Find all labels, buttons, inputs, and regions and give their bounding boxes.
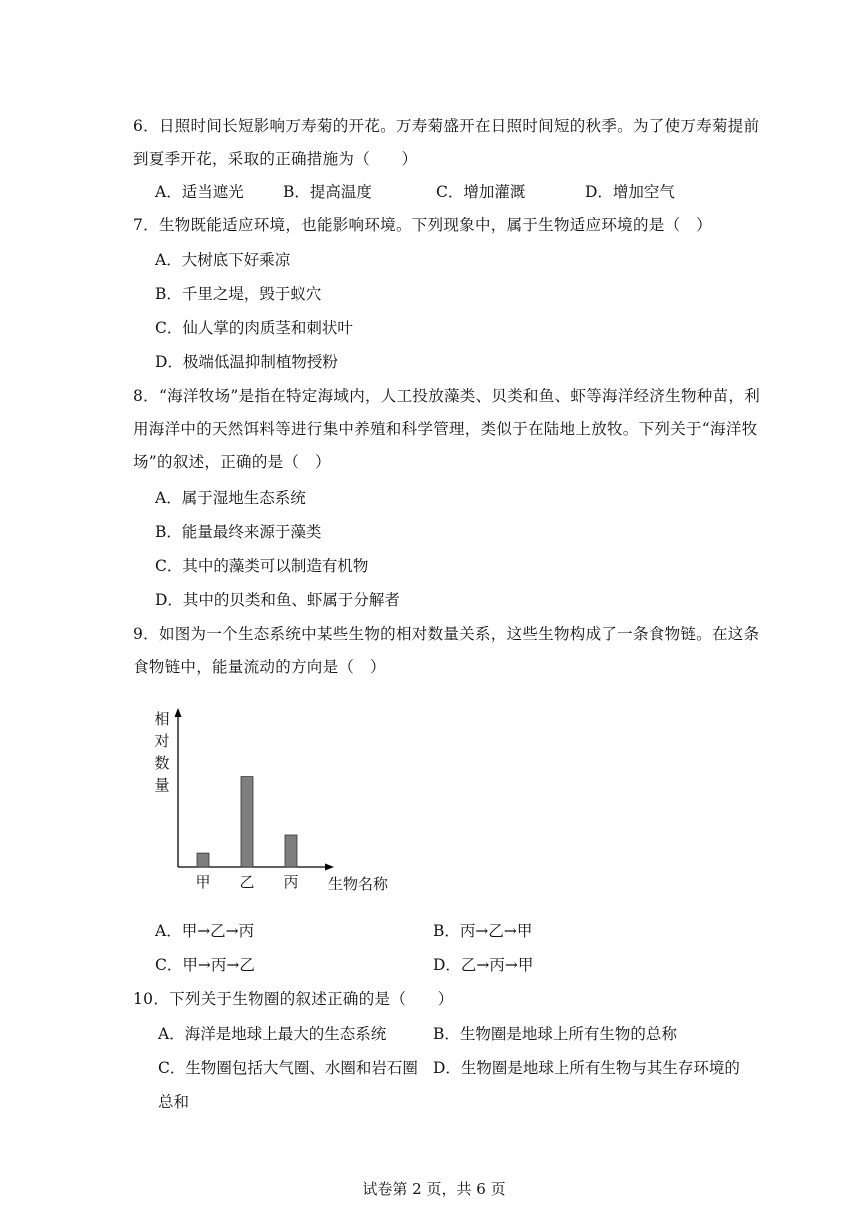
q6-option-d: D．增加空气 bbox=[585, 183, 675, 201]
x-tick-label-2: 乙 bbox=[239, 873, 255, 891]
q6-option-b: B．提高温度 bbox=[283, 183, 372, 201]
q8-stem-line2: 用海洋中的天然饵料等进行集中养殖和科学管理，类似于在陆地上放牧。下列关于“海洋牧 bbox=[133, 420, 758, 438]
q8-option-d: D．其中的贝类和鱼、虾属于分解者 bbox=[155, 591, 400, 609]
q9-stem-line2: 食物链中，能量流动的方向是（ ） bbox=[133, 658, 386, 676]
q9-option-b: B．丙→乙→甲 bbox=[433, 922, 533, 940]
q10-option-d: D．生物圈是地球上所有生物与其生存环境的 bbox=[433, 1059, 740, 1077]
y-axis-label bbox=[154, 710, 169, 794]
y-label-char-2: 对 bbox=[154, 732, 170, 750]
q7-option-b: B．千里之堤，毁于蚁穴 bbox=[155, 285, 322, 303]
relative-quantity-bar-chart bbox=[140, 700, 420, 900]
q10-stem-line1: 10．下列关于生物圈的叙述正确的是（ ） bbox=[133, 990, 454, 1008]
x-tick-label-1: 甲 bbox=[195, 873, 211, 891]
bar-1 bbox=[197, 853, 209, 867]
bar-3 bbox=[285, 835, 297, 867]
y-label-char-3: 数 bbox=[154, 754, 170, 772]
q8-option-a: A．属于湿地生态系统 bbox=[155, 489, 306, 507]
q10-option-b: B．生物圈是地球上所有生物的总称 bbox=[433, 1025, 677, 1043]
q8-stem-line1: 8．“海洋牧场”是指在特定海域内，人工投放藻类、贝类和鱼、虾等海洋经济生物种苗，利 bbox=[133, 387, 761, 405]
q7-option-d: D．极端低温抑制植物授粉 bbox=[155, 353, 338, 371]
q10-option-d-continued: 总和 bbox=[158, 1093, 190, 1111]
x-axis-label: 生物名称 bbox=[328, 875, 389, 893]
q8-option-c: C．其中的藻类可以制造有机物 bbox=[155, 557, 369, 575]
x-axis-arrow bbox=[325, 864, 334, 871]
y-label-char-1: 相 bbox=[154, 710, 170, 728]
y-axis-arrow bbox=[175, 708, 182, 717]
q7-option-a: A．大树底下好乘凉 bbox=[155, 251, 291, 269]
bar-2 bbox=[241, 777, 253, 867]
q7-option-c: C．仙人掌的肉质茎和刺状叶 bbox=[155, 319, 353, 337]
y-label-char-4: 量 bbox=[154, 776, 170, 794]
q10-option-a: A．海洋是地球上最大的生态系统 bbox=[158, 1025, 387, 1043]
q8-option-b: B．能量最终来源于藻类 bbox=[155, 523, 322, 541]
q7-stem-line1: 7．生物既能适应环境，也能影响环境。下列现象中，属于生物适应环境的是（ ） bbox=[133, 216, 712, 234]
q10-option-c: C．生物圈包括大气圈、水圈和岩石圈 bbox=[158, 1059, 418, 1077]
x-tick-label-3: 丙 bbox=[283, 873, 299, 891]
q8-stem-line3: 场”的叙述，正确的是（ ） bbox=[133, 453, 331, 471]
q9-option-a: A．甲→乙→丙 bbox=[155, 922, 255, 940]
q9-option-d: D．乙→丙→甲 bbox=[433, 956, 534, 974]
q6-option-c: C．增加灌溉 bbox=[436, 183, 526, 201]
q6-stem-line1: 6．日照时间长短影响万寿菊的开花。万寿菊盛开在日照时间短的秋季。为了使万寿菊提前 bbox=[133, 117, 760, 135]
q6-stem-line2: 到夏季开花，采取的正确措施为（ ） bbox=[133, 150, 418, 168]
page-footer: 试卷第 2 页，共 6 页 bbox=[362, 1180, 506, 1198]
q9-option-c: C．甲→丙→乙 bbox=[155, 956, 255, 974]
q9-stem-line1: 9．如图为一个生态系统中某些生物的相对数量关系，这些生物构成了一条食物链。在这条 bbox=[133, 625, 760, 643]
q6-option-a: A．适当遮光 bbox=[155, 183, 244, 201]
